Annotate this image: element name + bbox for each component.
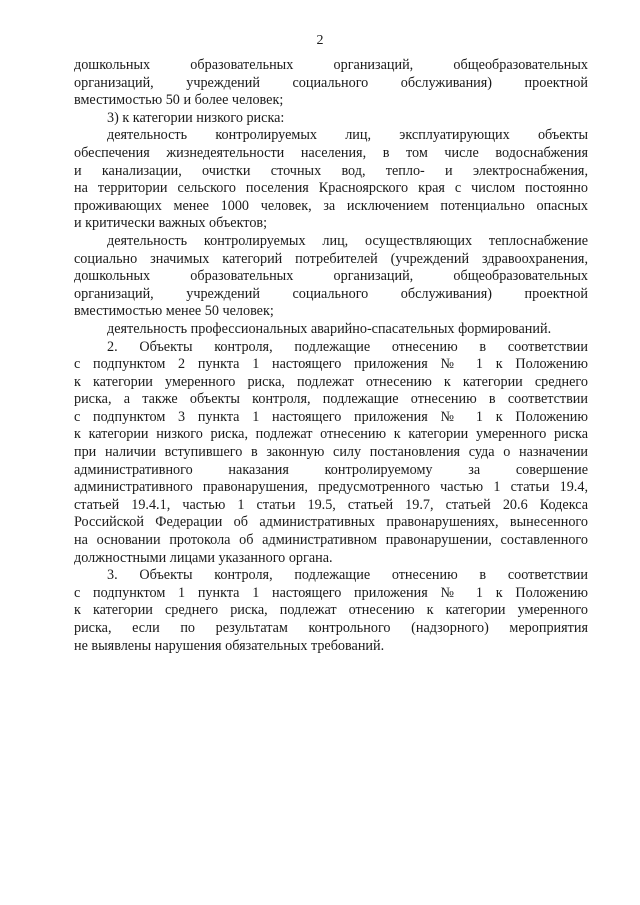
text-line: дошкольных образовательных организаций, общеобразовательных [74, 57, 588, 73]
text-line: деятельность контролируемых лиц, эксплуатирующих объекты [107, 127, 588, 144]
text-line: деятельность контролируемых лиц, осуществляющих теплоснабжение [107, 232, 588, 249]
text-line: статьей 19.4.1, частью 1 статьи 19.5, статьей 19.7, статьей 20.6 Кодекса [74, 496, 588, 513]
text-line: с подпунктом 1 пункта 1 настоящего приложения № 1 к Положению [74, 584, 588, 601]
text-line: к категории низкого риска, подлежат отнесению к категории умеренного риска [74, 426, 588, 443]
text-line: риска, если по результатам контрольного (надзорного) мероприятия [74, 620, 588, 636]
text-line: на территории сельского поселения Красноярского края с числом постоянно [74, 180, 588, 197]
text-line: административного правонарушения, предусмотренного частью 1 статьи 19.4, [74, 479, 588, 496]
text-line: должностными лицами указанного органа. [74, 549, 333, 566]
text-line: к категории умеренного риска, подлежат отнесению к категории среднего [74, 373, 588, 390]
text-line: при наличии вступившего в законную силу постановления суда о назначении [74, 444, 588, 461]
text-line: на основании протокола об административном правонарушении, составленного [74, 532, 588, 549]
text-line: с подпунктом 3 пункта 1 настоящего приложения № 1 к Положению [74, 408, 588, 425]
text-line: и канализации, очистки сточных вод, тепло- и электроснабжения, [74, 162, 588, 179]
text-line: дошкольных образовательных организаций, общеобразовательных [74, 268, 588, 285]
text-line: организаций, учреждений социального обслуживания) проектной [74, 285, 588, 302]
text-line: обеспечения жизнедеятельности населения, в том числе водоснабжения [74, 144, 588, 161]
text-line: социально значимых категорий потребителей (учреждений здравоохранения, [74, 250, 588, 267]
text-line: вместимостью менее 50 человек; [74, 303, 274, 320]
paragraph-3-start: 3. Объекты контроля, подлежащие отнесению в соответствии [107, 567, 588, 584]
text-line: не выявлены нарушения обязательных требований. [74, 637, 385, 654]
text-line: деятельность профессиональных аварийно-спасательных формирований. [107, 320, 552, 337]
document-body [74, 57, 588, 655]
text-line: организаций, учреждений социального обслуживания) проектной [74, 74, 588, 91]
text-line: и критически важных объектов; [74, 215, 268, 232]
page-number: 2 [316, 33, 324, 48]
text-line: административного наказания контролируемому за совершение [74, 461, 588, 478]
text-line: Российской Федерации об административных правонарушениях, вынесенного [74, 514, 588, 531]
text-line: с подпунктом 2 пункта 1 настоящего приложения № 1 к Положению [74, 356, 588, 373]
list-item-heading: 3) к категории низкого риска: [107, 109, 285, 126]
text-line: к категории среднего риска, подлежат отнесению к категории умеренного [74, 602, 588, 619]
text-line: риска, а также объекты контроля, подлежащие отнесению в соответствии [74, 391, 588, 408]
text-line: вместимостью 50 и более человек; [74, 92, 284, 109]
paragraph-2-start: 2. Объекты контроля, подлежащие отнесению в соответствии [107, 338, 588, 355]
text-line: проживающих менее 1000 человек, за исключением потенциально опасных [74, 197, 588, 214]
